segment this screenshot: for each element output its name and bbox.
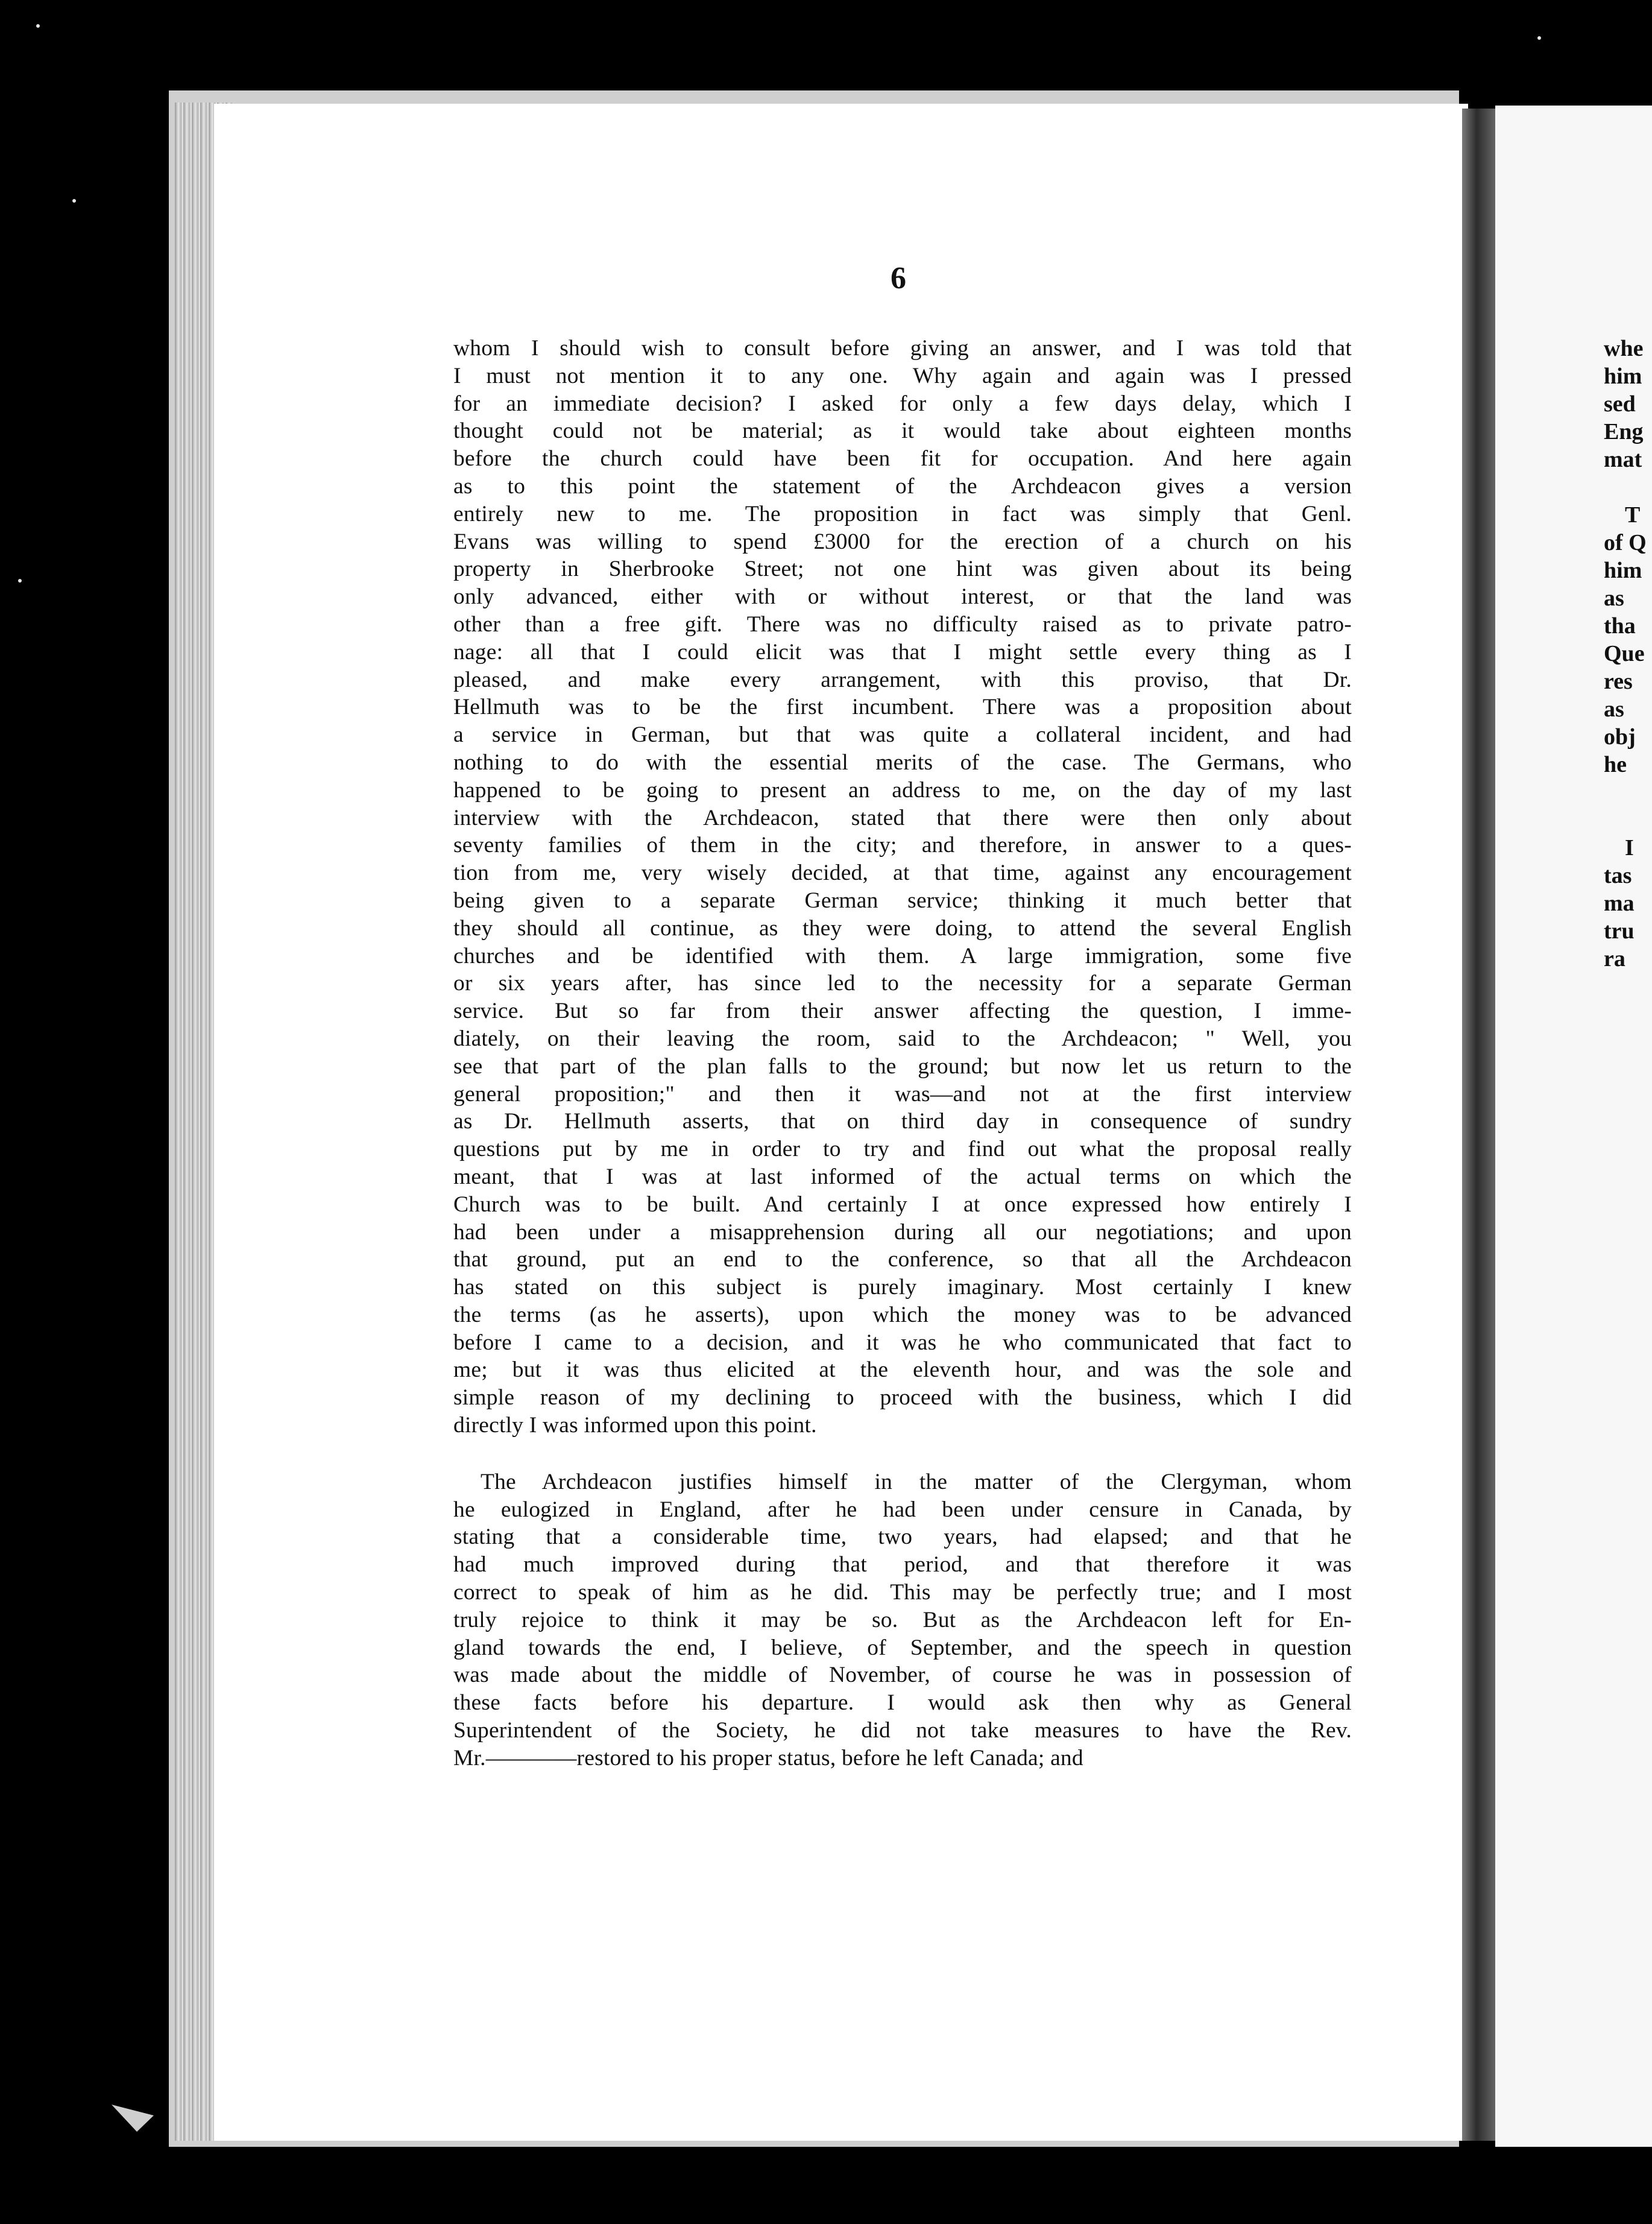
text-line: the terms (as he asserts), upon which the money was to be advanced bbox=[453, 1302, 1352, 1327]
facing-page-fragment bbox=[1495, 106, 1652, 2147]
facing-page-line: tas bbox=[1604, 863, 1632, 888]
facing-page-line: ma bbox=[1604, 891, 1635, 916]
text-line: has stated on this subject is purely imaginary. Most certainly I knew bbox=[453, 1275, 1352, 1300]
facing-page-line: tha bbox=[1604, 613, 1636, 639]
text-line: as to this point the statement of the Archdeacon gives a version bbox=[453, 473, 1352, 499]
text-line: happened to be going to present an address to me, on the day of my last bbox=[453, 777, 1352, 803]
text-line: other than a free gift. There was no difficulty raised as to private patro- bbox=[453, 611, 1352, 637]
text-line: Evans was willing to spend £3000 for the erection of a church on his bbox=[453, 529, 1352, 554]
text-line: churches and be identified with them. A large immigration, some five bbox=[453, 943, 1352, 968]
text-line: only advanced, either with or without interest, or that the land was bbox=[453, 584, 1352, 610]
text-line: as Dr. Hellmuth asserts, that on third day in consequence of sundry bbox=[453, 1109, 1352, 1134]
text-line: questions put by me in order to try and find out what the proposal really bbox=[453, 1137, 1352, 1162]
text-line: thought could not be material; as it would take about eighteen months bbox=[453, 419, 1352, 444]
facing-page-line: I bbox=[1625, 835, 1634, 861]
page-number: 6 bbox=[891, 261, 906, 295]
dust-speck bbox=[18, 579, 22, 583]
dust-speck bbox=[36, 24, 40, 28]
text-line: pleased, and make every arrangement, with this proviso, that Dr. bbox=[453, 667, 1352, 692]
text-line: had been under a misapprehension during all our negotiations; and upon bbox=[453, 1219, 1352, 1245]
facing-page-line: sed bbox=[1604, 391, 1636, 417]
text-line: simple reason of my declining to proceed with the business, which I did bbox=[453, 1385, 1352, 1411]
text-line: was made about the middle of November, of course he was in possession of bbox=[453, 1663, 1352, 1688]
facing-page-line: obj bbox=[1604, 724, 1636, 750]
facing-page-line: Eng bbox=[1604, 419, 1644, 444]
gutter-shadow bbox=[1462, 109, 1498, 2141]
text-line: Superintendent of the Society, he did not take measures to have the Rev. bbox=[453, 1718, 1352, 1743]
text-line: see that part of the plan falls to the ground; but now let us return to the bbox=[453, 1054, 1352, 1079]
text-line: before the church could have been fit for occupation. And here again bbox=[453, 446, 1352, 472]
text-line: he eulogized in England, after he had been under censure in Canada, by bbox=[453, 1497, 1352, 1522]
text-line: interview with the Archdeacon, stated that there were then only about bbox=[453, 805, 1352, 830]
facing-page-line: T bbox=[1625, 502, 1641, 528]
facing-page-line: tru bbox=[1604, 918, 1635, 944]
facing-page-line: Que bbox=[1604, 641, 1645, 666]
text-line: stating that a considerable time, two years, had elapsed; and that he bbox=[453, 1524, 1352, 1550]
facing-page-line: him bbox=[1604, 364, 1642, 389]
facing-page-line: he bbox=[1604, 752, 1627, 777]
text-line: for an immediate decision? I asked for only a few days delay, which I bbox=[453, 391, 1352, 416]
text-line: correct to speak of him as he did. This may be perfectly true; and I most bbox=[453, 1580, 1352, 1605]
text-line: these facts before his departure. I would ask then why as General bbox=[453, 1690, 1352, 1716]
text-line: Church was to be built. And certainly I at once expressed how entirely I bbox=[453, 1192, 1352, 1217]
text-line: or six years after, has since led to the necessity for a separate German bbox=[453, 971, 1352, 996]
text-line: meant, that I was at last informed of the actual terms on which the bbox=[453, 1164, 1352, 1189]
text-line: truly rejoice to think it may be so. But as the Archdeacon left for En- bbox=[453, 1607, 1352, 1632]
text-line: had much improved during that period, and that therefore it was bbox=[453, 1552, 1352, 1578]
facing-page-line: whe bbox=[1604, 336, 1644, 361]
facing-page-line: as bbox=[1604, 586, 1624, 611]
text-line: me; but it was thus elicited at the eleventh hour, and was the sole and bbox=[453, 1357, 1352, 1383]
facing-page-line: res bbox=[1604, 669, 1633, 694]
dust-speck bbox=[72, 199, 76, 203]
facing-page-line: as bbox=[1604, 697, 1624, 722]
facing-page-line: him bbox=[1604, 558, 1642, 583]
page-corner-fold bbox=[112, 2105, 154, 2132]
text-line: a service in German, but that was quite a collateral incident, and had bbox=[453, 722, 1352, 748]
text-line: entirely new to me. The proposition in fact was simply that Genl. bbox=[453, 501, 1352, 526]
text-line: directly I was informed upon this point. bbox=[453, 1413, 817, 1438]
text-line: before I came to a decision, and it was he who communicated that fact to bbox=[453, 1330, 1352, 1355]
text-line: Hellmuth was to be the first incumbent. There was a proposition about bbox=[453, 695, 1352, 720]
text-line: nothing to do with the essential merits of the case. The Germans, who bbox=[453, 750, 1352, 775]
text-line: I must not mention it to any one. Why again and again was I pressed bbox=[453, 363, 1352, 388]
text-line: tion from me, very wisely decided, at that time, against any encouragement bbox=[453, 861, 1352, 886]
text-line: seventy families of them in the city; and therefore, in answer to a ques- bbox=[453, 833, 1352, 858]
body-text bbox=[453, 335, 1352, 1772]
text-line: that ground, put an end to the conference, so that all the Archdeacon bbox=[453, 1247, 1352, 1272]
text-line: nage: all that I could elicit was that I might settle every thing as I bbox=[453, 639, 1352, 665]
text-line: they should all continue, as they were doing, to attend the several English bbox=[453, 915, 1352, 941]
facing-page-line: ra bbox=[1604, 946, 1625, 971]
dust-speck bbox=[1537, 36, 1541, 40]
facing-page-line: of Q bbox=[1604, 530, 1647, 555]
facing-page-line: mat bbox=[1604, 447, 1642, 472]
text-line: whom I should wish to consult before giving an answer, and I was told that bbox=[453, 336, 1352, 361]
text-line: service. But so far from their answer affecting the question, I imme- bbox=[453, 999, 1352, 1024]
text-line: general proposition;" and then it was—and not at the first interview bbox=[453, 1081, 1352, 1107]
text-line: being given to a separate German service; thinking it much better that bbox=[453, 888, 1352, 913]
text-line: Mr.————restored to his proper status, before he left Canada; and bbox=[453, 1745, 1083, 1771]
text-line: The Archdeacon justifies himself in the matter of the Clergyman, whom bbox=[481, 1469, 1352, 1494]
text-line: gland towards the end, I believe, of September, and the speech in question bbox=[453, 1635, 1352, 1660]
paragraph-gap bbox=[453, 1439, 1352, 1468]
text-line: diately, on their leaving the room, said to the Archdeacon; " Well, you bbox=[453, 1026, 1352, 1051]
text-line: property in Sherbrooke Street; not one hint was given about its being bbox=[453, 557, 1352, 582]
